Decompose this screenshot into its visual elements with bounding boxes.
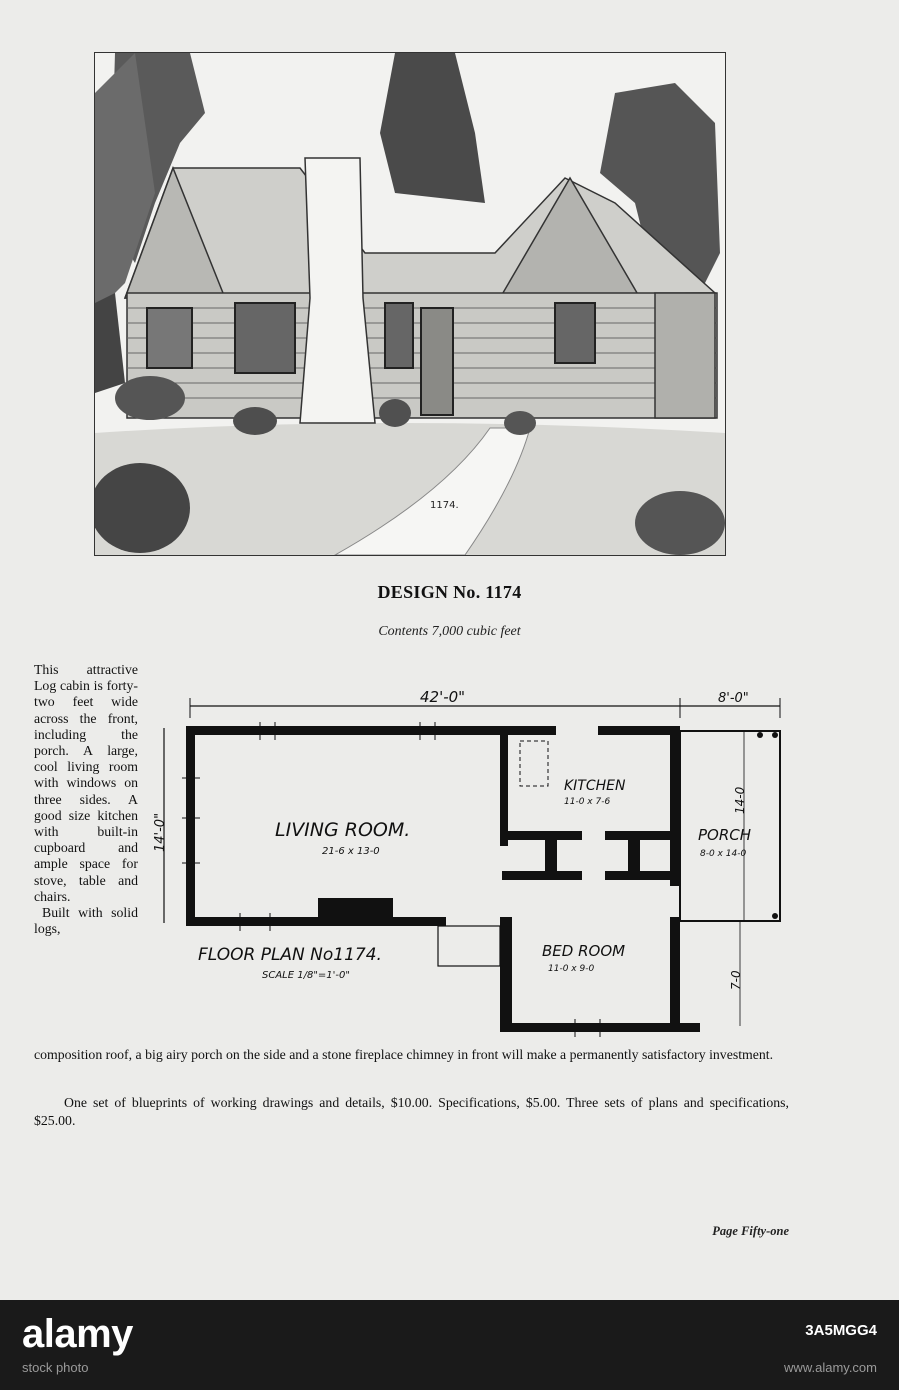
design-title: DESIGN No. 1174 <box>377 582 522 602</box>
bed-room-size: 11-0 x 9-0 <box>548 964 595 974</box>
side-description-tail: Built with solid logs, <box>34 905 138 937</box>
side-description <box>34 662 138 937</box>
dim-left-depth: 14'-0" <box>153 812 168 852</box>
porch-label: PORCH <box>698 826 752 844</box>
log-cabin-drawing <box>95 53 725 555</box>
floor-plan-scale: SCALE 1/8"=1'-0" <box>262 970 350 981</box>
site-url: www.alamy.com <box>784 1360 877 1375</box>
image-id: 3A5MGG4 <box>805 1322 877 1339</box>
pricing-paragraph: One set of blueprints of working drawings and details, $10.00. Specifications, $5.00. Three sets of plans and specifications, $25.00. <box>34 1095 789 1128</box>
side-description-text: This attractive Log cabin is forty-two feet wide across the front, including the porch. A large, cool living room with windows on three sides. A good size kitchen with built-in cupboard and ample space for stove, table and chairs. <box>34 662 138 904</box>
dim-porch-width: 8'-0" <box>718 691 749 706</box>
dim-overall-width: 42'-0" <box>420 688 466 706</box>
watermark-banner <box>0 1300 899 1390</box>
illustration-number: 1174. <box>430 500 459 511</box>
floor-plan-label: FLOOR PLAN No1174. <box>198 945 382 965</box>
description-continuation: composition roof, a big airy porch on the side and a stone fireplace chimney in front will make a permanently satisfactory investment. <box>34 1047 774 1062</box>
design-subtitle: Contents 7,000 cubic feet <box>378 624 521 639</box>
living-room-label: LIVING ROOM. <box>275 819 411 841</box>
floor-plan <box>150 688 800 1038</box>
kitchen-label: KITCHEN <box>564 778 626 794</box>
stock-photo-label: stock photo <box>22 1360 89 1375</box>
alamy-logo: alamy <box>22 1312 133 1356</box>
bed-room-label: BED ROOM <box>542 942 626 960</box>
page-number: Page Fifty-one <box>712 1224 789 1238</box>
dim-bed-depth: 7-0 <box>729 970 743 990</box>
floor-plan-drawing <box>150 688 800 1038</box>
living-room-size: 21-6 x 13-0 <box>322 846 380 857</box>
dim-porch-depth: 14-0 <box>733 786 747 814</box>
house-illustration <box>94 52 726 556</box>
kitchen-size: 11-0 x 7-6 <box>564 797 611 807</box>
porch-size: 8-0 x 14-0 <box>700 849 747 859</box>
